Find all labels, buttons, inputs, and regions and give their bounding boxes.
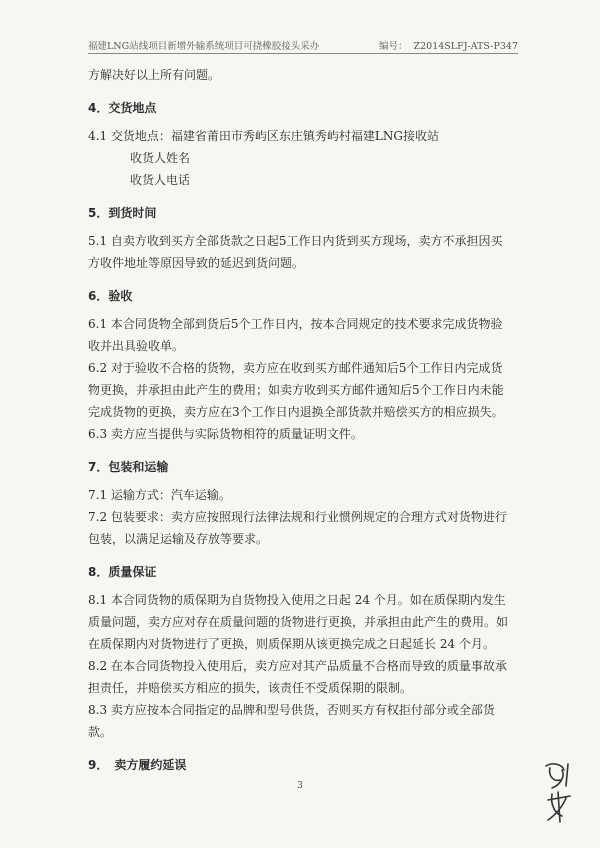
section-heading: 8．质量保证 <box>88 565 157 579</box>
body-line: 款。 <box>88 725 113 739</box>
header-title: 福建LNG站线项目新增外输系统项目可挠橡胶接头采办 <box>88 41 320 52</box>
handwritten-signature <box>540 756 580 826</box>
body-line: 8.2 在本合同货物投入使用后，卖方应对其产品质量不合格而导致的质量事故承 <box>88 659 507 673</box>
body-line: 完成货物的更换，卖方应在3个工作日内退换全部货款并赔偿买方的相应损失。 <box>88 405 504 419</box>
body-line: 收并出具验收单。 <box>88 339 185 353</box>
body-line: 方解决好以上所有问题。 <box>88 68 221 82</box>
body-line: 方收件地址等原因导致的延迟到货问题。 <box>88 256 305 270</box>
body-line: 物更换，并承担由此产生的费用；如卖方收到买方邮件通知后5个工作日内未能 <box>88 383 504 397</box>
body-line: 担责任，并赔偿买方相应的损失，该责任不受质保期的限制。 <box>88 681 413 695</box>
body-line: 6.2 对于验收不合格的货物，卖方应在收到买方邮件通知后5个工作日内完成货 <box>88 361 503 375</box>
body-line: 7.2 包装要求：卖方应按照现行法律法规和行业惯例规定的合理方式对货物进行 <box>88 510 507 524</box>
header-number-label: 编号： <box>379 41 408 52</box>
section-heading: 5．到货时间 <box>88 206 157 220</box>
body-line: 收货人电话 <box>130 173 191 187</box>
section-heading: 7．包装和运输 <box>88 460 169 474</box>
page-number: 3 <box>297 781 303 791</box>
body-line: 7.1 运输方式：汽车运输。 <box>88 488 231 502</box>
body-line: 5.1 自卖方收到买方全部货款之日起5工作日内货到买方现场，卖方不承担因买 <box>88 234 503 248</box>
body-line: 4.1 交货地点：福建省莆田市秀屿区东庄镇秀屿村福建LNG接收站 <box>88 129 439 143</box>
section-heading: 4．交货地点 <box>88 101 157 115</box>
header-number <box>373 38 518 52</box>
page-header <box>88 37 518 54</box>
header-number-value: Z2014SLFJ-ATS-P347 <box>413 41 518 52</box>
body-line: 6.3 卖方应当提供与实际货物相符的质量证明文件。 <box>88 427 363 441</box>
section-heading: 6．验收 <box>88 289 133 303</box>
section-heading: 9． 卖方履约延误 <box>88 758 187 772</box>
body-line: 收货人姓名 <box>130 151 191 165</box>
document-body <box>88 66 520 774</box>
body-line: 在质保期内对货物进行了更换，则质保期从该更换完成之日起延长 24 个月。 <box>88 637 495 651</box>
body-line: 8.1 本合同货物的质保期为自货物投入使用之日起 24 个月。如在质保期内发生 <box>88 593 506 607</box>
body-line: 包装，以满足运输及存放等要求。 <box>88 532 269 546</box>
body-line: 8.3 卖方应按本合同指定的品牌和型号供货，否则买方有权拒付部分或全部货 <box>88 703 495 717</box>
body-line: 质量问题，卖方应对存在质量问题的货物进行更换，并承担由此产生的费用。如 <box>88 615 509 629</box>
body-line: 6.1 本合同货物全部到货后5个工作日内，按本合同规定的技术要求完成货物验 <box>88 317 503 331</box>
